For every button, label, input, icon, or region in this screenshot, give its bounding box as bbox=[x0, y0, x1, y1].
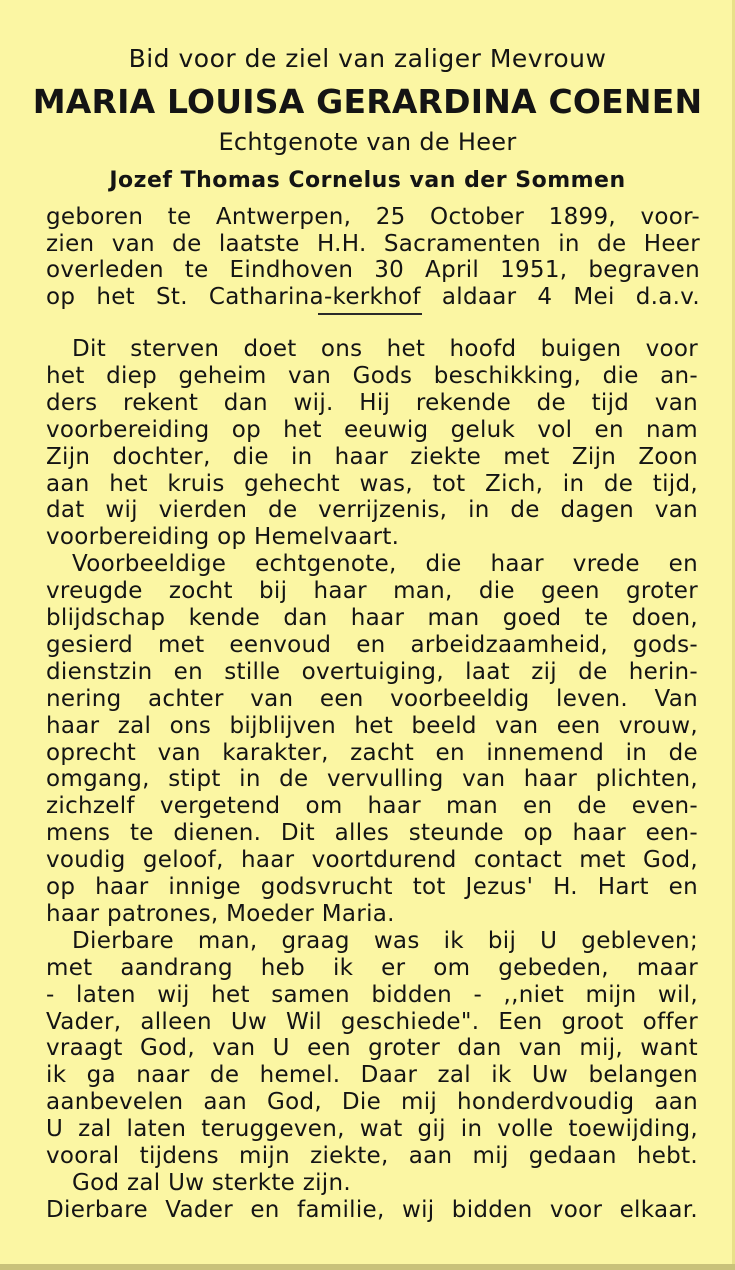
text-line: Zijn dochter, die in haar ziekte met Zijn Zoon bbox=[46, 443, 698, 470]
text-line: zichzelf vergetend om haar man en de even- bbox=[46, 793, 698, 820]
intro-text: Bid voor de ziel van zaliger Mevrouw bbox=[128, 44, 607, 73]
text-line: dienstzin en stille overtuiging, laat zij de herin- bbox=[46, 658, 698, 685]
text-line: blijdschap kende dan haar man goed te doen, bbox=[46, 605, 698, 631]
text-line: vreugde zocht bij haar man, die geen groter bbox=[46, 578, 698, 605]
spouse-name: Jozef Thomas Cornelus van der Sommen bbox=[109, 168, 626, 193]
text-line: gesierd met eenvoud en arbeidzaamheid, gods- bbox=[46, 631, 698, 658]
detail-line: overleden te Eindhoven 30 April 1951, begraven bbox=[46, 257, 700, 283]
text-line: vooral tijdens mijn ziekte, aan mij gedaan hebt. bbox=[46, 1143, 698, 1169]
text-line: voudig geloof, haar voortdurend contact met God, bbox=[46, 847, 698, 874]
text-line: haar zal ons bijblijven het beeld van een vrouw, bbox=[46, 712, 698, 739]
text-line: mens te dienen. Dit alles steunde op haar een- bbox=[46, 820, 698, 847]
text-line: aan het kruis gehecht was, tot Zich, in de tijd, bbox=[46, 470, 698, 497]
text-line: met aandrang heb ik er om gebeden, maar bbox=[46, 954, 698, 981]
text-line: ders rekent dan wij. Hij rekende de tijd van bbox=[46, 389, 698, 416]
text-line: omgang, stipt in de vervulling van haar plichten, bbox=[46, 766, 698, 793]
text-line: aanbevelen aan God, Die mij honderdvoudig aan bbox=[46, 1089, 698, 1116]
text-line: op haar innige godsvrucht tot Jezus' H. Hart en bbox=[46, 874, 698, 900]
text-line: Dierbare Vader en familie, wij bidden voor elkaar. bbox=[46, 1196, 698, 1223]
text-line: het diep geheim van Gods beschikking, die an- bbox=[46, 362, 698, 389]
card-edge bbox=[0, 1264, 735, 1270]
text-line: Voorbeeldige echtgenote, die haar vrede en bbox=[72, 551, 698, 578]
text-line: - laten wij het samen bidden - ,,niet mijn wil, bbox=[46, 981, 698, 1008]
text-line: Vader, alleen Uw Wil geschiede". Een groot offer bbox=[46, 1008, 698, 1035]
text-line: God zal Uw sterkte zijn. bbox=[72, 1169, 351, 1196]
detail-line: geboren te Antwerpen, 25 October 1899, voor- bbox=[46, 204, 700, 230]
text-line: vraagt God, van U een groter dan van mij, want bbox=[46, 1035, 698, 1062]
text-line: haar patrones, Moeder Maria. bbox=[46, 900, 395, 927]
spouse-label: Echtgenote van de Heer bbox=[218, 128, 517, 156]
text-line: ik ga naar de hemel. Daar zal ik Uw belangen bbox=[46, 1062, 698, 1089]
text-line: dat wij vierden de verrijzenis, in de dagen van bbox=[46, 497, 698, 524]
text-line: U zal laten teruggeven, wat gij in volle toewijding, bbox=[46, 1116, 698, 1143]
text-line: oprecht van karakter, zacht en innemend in de bbox=[46, 739, 698, 766]
text-line: voorbereiding op het eeuwig geluk vol en nam bbox=[46, 416, 698, 443]
detail-line: zien van de laatste H.H. Sacramenten in de Heer bbox=[46, 230, 700, 257]
detail-line: op het St. Catharina-kerkhof aldaar 4 Mei d.a.v. bbox=[46, 283, 700, 310]
text-line: Dit sterven doet ons het hoofd buigen voor bbox=[72, 336, 698, 362]
divider-rule bbox=[318, 313, 422, 315]
text-line: voorbereiding op Hemelvaart. bbox=[46, 524, 400, 551]
deceased-name: MARIA LOUISA GERARDINA COENEN bbox=[32, 82, 703, 121]
text-line: Dierbare man, graag was ik bij U gebleven; bbox=[72, 927, 698, 954]
text-line: nering achter van een voorbeeldig leven. Van bbox=[46, 685, 698, 712]
